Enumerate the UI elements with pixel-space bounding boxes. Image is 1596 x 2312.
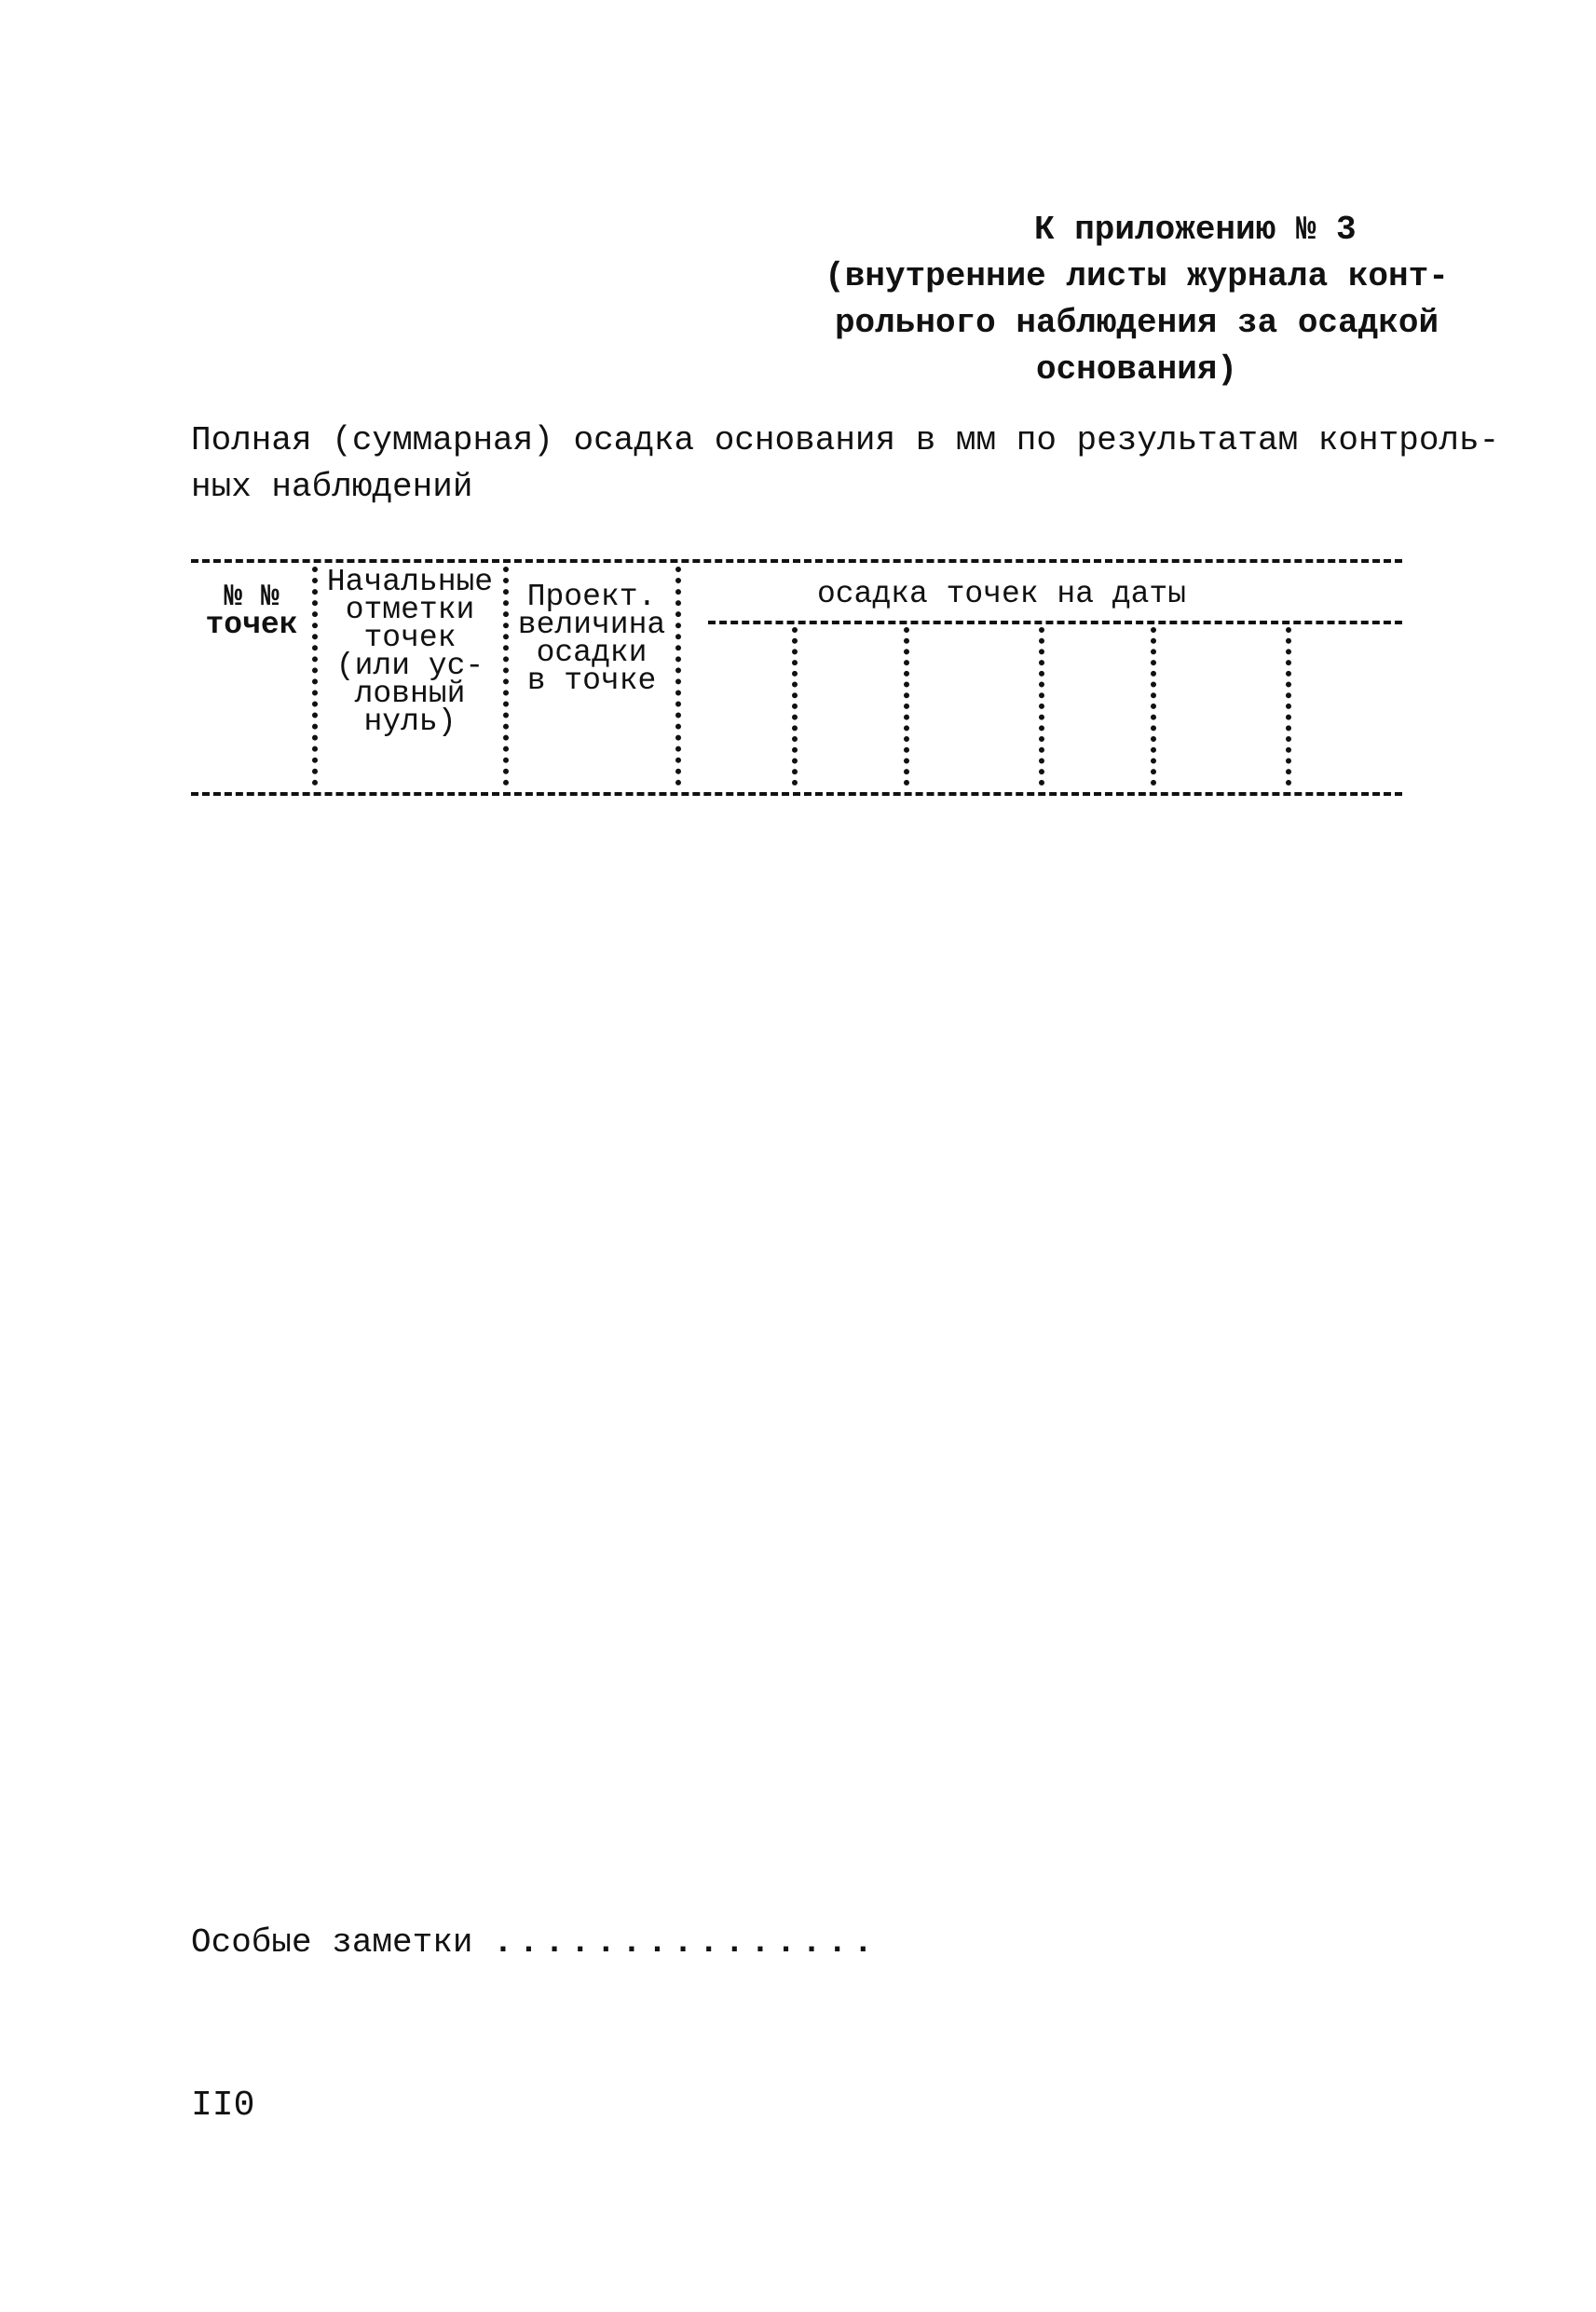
col-header-point-number [191, 580, 312, 642]
col-group-header-settlement-by-date [713, 577, 1290, 611]
special-notes-dots: ............... [493, 1923, 880, 1962]
col-header-initial-marks-line-2: отметки [345, 593, 475, 627]
column-separator [312, 567, 318, 786]
col-header-design-settlement [512, 580, 671, 698]
table-top-rule [191, 559, 1402, 563]
intro-line-1: Полная (суммарная) осадка основания в мм по результатам контроль- [191, 421, 1500, 459]
col-header-point-number-line-1: № № [224, 580, 280, 614]
date-column-separator [1039, 627, 1044, 786]
col-header-initial-marks-line-4: (или ус- [335, 649, 484, 683]
col-header-point-number-line-2: точек [205, 608, 298, 642]
intro-line-2: ных наблюдений [191, 468, 473, 506]
date-column-separator [792, 627, 798, 786]
col-header-design-settlement-line-3: осадки [536, 636, 648, 670]
col-header-initial-marks [321, 565, 498, 739]
date-column-separator [1286, 627, 1291, 786]
date-column-separator [904, 627, 909, 786]
col-header-design-settlement-line-2: величина [517, 608, 666, 642]
col-header-design-settlement-line-1: Проект. [526, 580, 657, 614]
col-header-initial-marks-line-3: точек [363, 621, 457, 655]
page-number: II0 [191, 2086, 255, 2126]
intro-paragraph [191, 417, 1500, 511]
table-group-rule [708, 621, 1402, 624]
settlement-table [191, 548, 1402, 800]
col-header-initial-marks-line-5: ловный [354, 677, 466, 711]
appendix-subtitle-line-3: основания) [1035, 350, 1238, 389]
table-bottom-rule [191, 792, 1402, 796]
group-header-text: осадка точек на даты [816, 577, 1187, 611]
column-separator [675, 567, 681, 786]
appendix-subtitle-line-1: (внутренние листы журнала конт- [825, 257, 1449, 295]
col-header-initial-marks-line-6: нуль) [363, 705, 457, 739]
column-separator [503, 567, 509, 786]
appendix-subtitle-line-2: рольного наблюдения за осадкой [834, 304, 1439, 342]
appendix-reference [811, 207, 1463, 393]
col-header-initial-marks-line-1: Начальные [326, 565, 494, 599]
special-notes-label: Особые заметки [191, 1923, 473, 1962]
date-column-separator [1151, 627, 1156, 786]
special-notes [191, 1920, 879, 1966]
appendix-title: К приложению № 3 [1034, 211, 1357, 249]
col-header-design-settlement-line-4: в точке [526, 664, 657, 698]
